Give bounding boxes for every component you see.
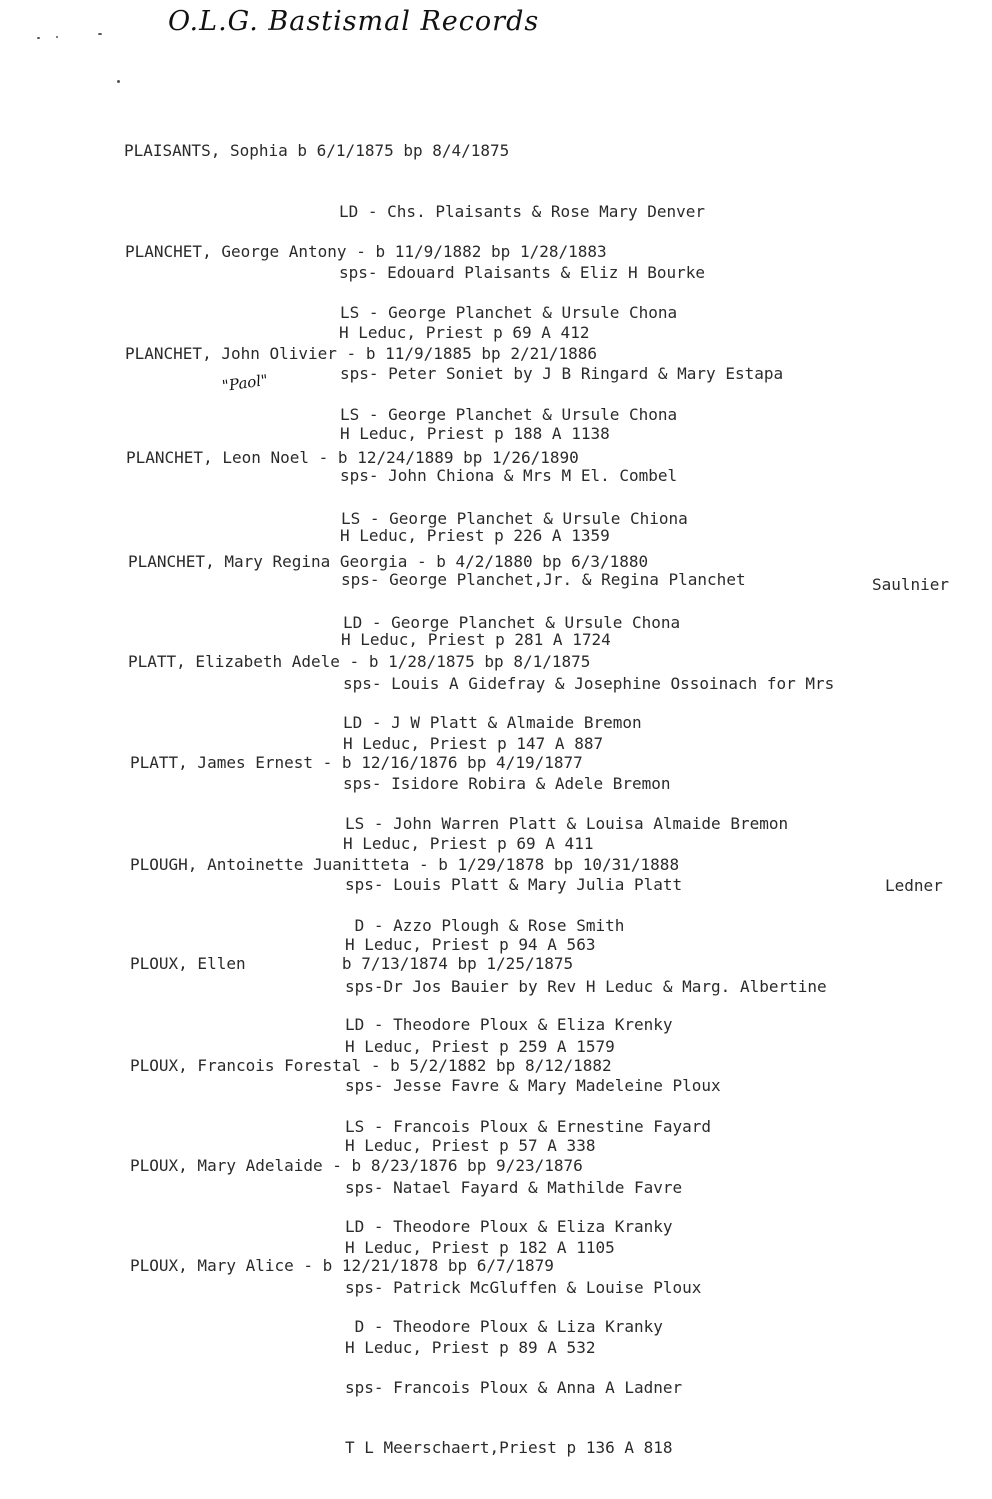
record-parents: LD - George Planchet & Ursule Chona [343, 613, 681, 632]
record-heading: PLOUX, Mary Adelaide - b 8/23/1876 bp 9/23/1876 [130, 1156, 583, 1176]
record-heading: PLANCHET, Leon Noel - b 12/24/1889 bp 1/26/1890 [126, 448, 579, 468]
record-parents: LS - George Planchet & Ursule Chiona [341, 509, 688, 528]
record-priest: T L Meerschaert,Priest p 136 A 818 [345, 1438, 673, 1458]
record-parents: D - Azzo Plough & Rose Smith [345, 916, 625, 935]
record-priest: H Leduc, Priest p 57 A 338 [345, 1136, 596, 1156]
speck [117, 80, 120, 83]
record-continuation: Ledner [885, 876, 943, 895]
record-heading: PLATT, James Ernest - b 12/16/1876 bp 4/19/1877 [130, 753, 583, 773]
record-priest: H Leduc, Priest p 94 A 563 [345, 935, 596, 955]
record-sponsors: sps- Louis A Gidefray & Josephine Ossoinach for Mrs [343, 673, 835, 693]
record-sponsors: sps- Isidore Robira & Adele Bremon [343, 773, 671, 793]
record-sponsors: sps- Peter Soniet by J B Ringard & Mary Estapa [340, 363, 784, 383]
handwritten-note: "Paol" [220, 370, 270, 396]
record-heading: PLOUX, Mary Alice - b 12/21/1878 bp 6/7/1879 [130, 1256, 554, 1276]
record-priest: H Leduc, Priest p 89 A 532 [345, 1338, 596, 1358]
record-sponsors: sps- Louis Platt & Mary Julia Platt [345, 874, 683, 894]
record-entry [130, 1216, 682, 1499]
record-parents: LD - Chs. Plaisants & Rose Mary Denver [339, 202, 706, 221]
record-parents: LD - J W Platt & Almaide Bremon [343, 713, 642, 732]
record-priest: H Leduc, Priest p 281 A 1724 [341, 630, 611, 650]
record-parents: LS - John Warren Platt & Louisa Almaide Bremon [345, 814, 789, 833]
record-heading: PLANCHET, George Antony - b 11/9/1882 bp 1/28/1883 [125, 242, 607, 262]
record-priest: H Leduc, Priest p 188 A 1138 [340, 424, 610, 444]
record-heading: PLOUGH, Antoinette Juanitteta - b 1/29/1878 bp 10/31/1888 [130, 855, 680, 875]
record-sponsors: sps- Francois Ploux & Anna A Ladner [345, 1377, 683, 1397]
record-parents: LS - George Planchet & Ursule Chona [340, 303, 678, 322]
handwritten-title: O.L.G. Bastismal Records [168, 6, 540, 37]
record-heading: PLOUX, Ellen b 7/13/1874 bp 1/25/1875 [130, 954, 574, 974]
speck [98, 33, 102, 35]
record-priest: H Leduc, Priest p 69 A 411 [343, 834, 594, 854]
record-heading: PLAISANTS, Sophia b 6/1/1875 bp 8/4/1875 [124, 141, 510, 161]
record-parents: LS - George Planchet & Ursule Chona [340, 405, 678, 424]
record-sponsors: sps-Dr Jos Bauier by Rev H Leduc & Marg. Albertine [345, 976, 827, 996]
record-parents: D - Theodore Ploux & Liza Kranky [345, 1317, 663, 1336]
record-priest: H Leduc, Priest p 182 A 1105 [345, 1238, 615, 1258]
record-heading: PLOUX, Francois Forestal - b 5/2/1882 bp 8/12/1882 [130, 1056, 612, 1076]
record-sponsors: sps- George Planchet,Jr. & Regina Planchet [341, 569, 746, 589]
record-sponsors: sps- Edouard Plaisants & Eliz H Bourke [339, 262, 706, 282]
record-priest: H Leduc, Priest p 69 A 412 [339, 323, 590, 343]
record-continuation: Saulnier [872, 575, 950, 594]
record-parents: LD - Theodore Ploux & Eliza Kranky [345, 1217, 673, 1236]
record-heading: PLANCHET, John Olivier - b 11/9/1885 bp 2/21/1886 [125, 344, 598, 364]
speck [56, 36, 58, 38]
record-heading: PLATT, Elizabeth Adele - b 1/28/1875 bp 8/1/1875 [128, 652, 591, 672]
record-priest: H Leduc, Priest p 147 A 887 [343, 734, 604, 754]
record-sponsors: sps- Patrick McGluffen & Louise Ploux [345, 1277, 702, 1297]
speck [37, 37, 40, 39]
record-priest: H Leduc, Priest p 259 A 1579 [345, 1037, 615, 1057]
record-sponsors: sps- Jesse Favre & Mary Madeleine Ploux [345, 1075, 721, 1095]
record-parents: LS - Francois Ploux & Ernestine Fayard [345, 1117, 712, 1136]
record-parents: LD - Theodore Ploux & Eliza Krenky [345, 1015, 673, 1034]
record-sponsors: sps- Natael Fayard & Mathilde Favre [345, 1177, 683, 1197]
record-heading: PLANCHET, Mary Regina Georgia - b 4/2/1880 bp 6/3/1880 [128, 552, 649, 572]
record-priest: H Leduc, Priest p 226 A 1359 [340, 526, 610, 546]
record-sponsors: sps- John Chiona & Mrs M El. Combel [340, 465, 678, 485]
